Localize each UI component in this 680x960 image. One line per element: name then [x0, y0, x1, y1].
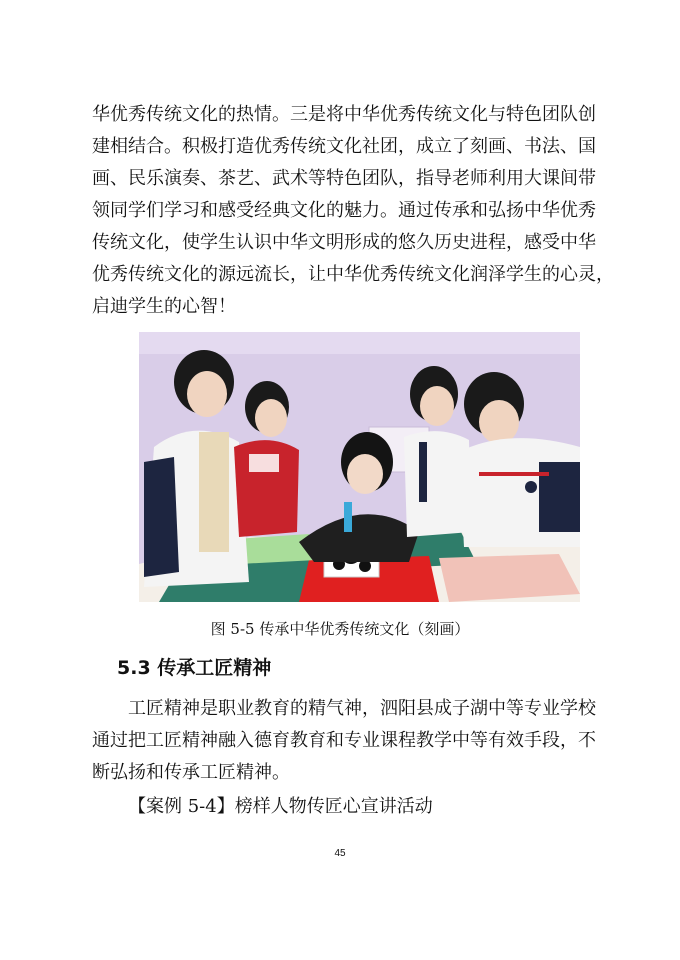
paragraph-line: 画、民乐演奏、茶艺、武术等特色团队，指导老师利用大课间带 [92, 168, 596, 189]
case-label: 【案例 5-4】榜样人物传匠心宣讲活动 [128, 796, 433, 817]
figure-photo-paper-cutting [139, 332, 580, 602]
paragraph-line: 启迪学生的心智！ [92, 296, 236, 317]
paragraph-line: 工匠精神是职业教育的精气神，泗阳县成子湖中等专业学校 [128, 698, 596, 719]
paragraph-line: 断弘扬和传承工匠精神。 [92, 762, 290, 783]
body-paragraph-1 [92, 99, 614, 323]
classroom-photo-illustration [139, 332, 580, 602]
paragraph-line: 通过把工匠精神融入德育教育和专业课程教学中等有效手段，不 [92, 730, 596, 751]
paragraph-line: 传统文化，使学生认识中华文明形成的悠久历史进程，感受中华 [92, 232, 596, 253]
case-label-paragraph [92, 791, 604, 823]
paragraph-line: 建相结合。积极打造优秀传统文化社团，成立了刻画、书法、国 [92, 136, 596, 157]
paragraph-line: 领同学们学习和感受经典文化的魅力。通过传承和弘扬中华优秀 [92, 200, 596, 221]
paragraph-line: 优秀传统文化的源远流长，让中华优秀传统文化润泽学生的心灵， [92, 264, 614, 285]
page-number: 45 [334, 848, 346, 859]
body-paragraph-2 [92, 693, 604, 789]
section-heading: 5.3 传承工匠精神 [117, 657, 272, 679]
figure-caption: 图 5-5 传承中华优秀传统文化（刻画） [210, 620, 470, 638]
paragraph-line: 华优秀传统文化的热情。三是将中华优秀传统文化与特色团队创 [92, 104, 596, 125]
